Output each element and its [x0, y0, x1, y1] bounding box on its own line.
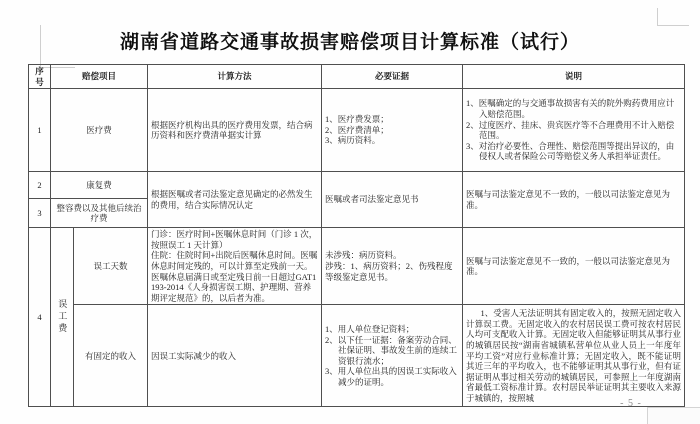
cell-notes [463, 89, 685, 172]
cell-item: 医疗费 [51, 89, 148, 172]
note-line: 2、过度医疗、挂床、贵宾医疗等不合理费用不计入赔偿范围。 [466, 119, 675, 141]
evidence-line: 3、用人单位出具的因误工实际收入减少的证明。 [325, 366, 457, 388]
cell-method: 根据医疗机构出具的医疗费用发票，结合病历资料和医疗费清单据实计算 [148, 89, 322, 172]
evidence-line: 未涉残：病历资料。 [325, 250, 402, 261]
cell-method-shared: 根据医嘱或者司法鉴定意见确定的必然发生的费用，结合实际情况认定 [148, 172, 322, 228]
table-row-rehab-fee [29, 172, 685, 199]
table-header-row [29, 65, 685, 89]
cell-notes: 医嘱与司法鉴定意见不一致的，一般以司法鉴定意见为准。 [463, 228, 685, 305]
cell-item: 整容费以及其他后续治疗费 [51, 199, 148, 228]
page-number: - 5 - [620, 398, 642, 409]
cell-subitem: 有固定的收入 [74, 305, 148, 407]
cell-serial: 3 [29, 199, 51, 228]
cell-item-vertical [51, 228, 74, 407]
cell-evidence [322, 89, 463, 172]
evidence-line: 2、以下任一证据：备案劳动合同、社保证明、事故发生前的连续工资银行流水； [325, 334, 458, 366]
table-row-medical-fee [29, 89, 685, 172]
method-line: 门诊：医疗时间+医嘱休息时间（门诊 1 次，按照误工 1 天计算） [151, 229, 318, 250]
evidence-line: 1、医疗费发票； [325, 114, 389, 125]
page-title: 湖南省道路交通事故损害赔偿项目计算标准（试行） [119, 32, 580, 53]
note-paragraph: 1、受害人无法证明其有固定收入的，按照无固定收入计算误工费。无固定收入的农村居民误工费可按农村居民人均可支配收入计算。无固定收入但能够证明其从事行业的城镇居民按“湖南省城镇私营单位从业人员上一年度年平均工资”对应行业标准计算；无固定收入，既不能证明其近三年的平均收入，也不能够证明其从事行业，但有证据证明从事过相关劳动的城镇居民，可参照上一年度湖南省最低工资标准计算。农村居民举证证明其主要收入来源于城镇的，按照城 [466, 308, 682, 403]
table-row-fixed-income [29, 305, 685, 407]
cell-serial: 1 [29, 89, 51, 172]
cell-evidence [322, 305, 463, 407]
cell-method: 因误工实际减少的收入 [148, 305, 322, 407]
cell-item: 康复费 [51, 172, 148, 199]
vertical-item-label: 误工费 [57, 299, 68, 336]
header-method: 计算方法 [148, 65, 322, 89]
note-line: 3、对治疗必要性、合理性、赔偿范围等提出异议的，由侵权人或者保险公司等赔偿义务人承担举证责任。 [466, 140, 675, 162]
evidence-line: 3、病历资料。 [325, 135, 381, 146]
header-notes: 说明 [463, 65, 685, 89]
cell-method [148, 228, 322, 305]
header-serial: 序号 [29, 65, 51, 89]
bottom-right-artifact-box [647, 407, 700, 424]
cell-subitem: 误工天数 [74, 228, 148, 305]
cell-evidence [322, 228, 463, 305]
note-line: 1、医嘱确定的与交通事故损害有关的院外购药费用应计入赔偿范围。 [466, 98, 675, 119]
margin-corner-mark-right [657, 8, 689, 26]
cell-serial: 4 [29, 228, 51, 407]
header-evidence: 必要证据 [322, 65, 463, 89]
cell-evidence-shared: 医嘱或者司法鉴定意见书 [322, 172, 463, 228]
method-line: 住院：住院时间+出院后医嘱休息时间。医嘱休息时间定残的，可以计算至定残前一天。医嘱休息届满日或至定残日前一日超过GAT1193-2014《人身损害误工期、护理期、营养期评定规范》的，以后者为准。 [151, 250, 318, 303]
cell-notes [463, 305, 685, 407]
cell-serial: 2 [29, 172, 51, 199]
compensation-standards-table [28, 64, 685, 407]
evidence-line: 涉残：1、病历资料；2、伤残程度等级鉴定意见书。 [325, 260, 453, 282]
table-row-lost-work-days [29, 228, 685, 305]
evidence-line: 2、医疗费清单； [325, 124, 389, 135]
evidence-line: 1、用人单位登记资料； [325, 324, 415, 335]
cell-notes-shared: 医嘱与司法鉴定意见不一致的，一般以司法鉴定意见为准。 [463, 172, 685, 228]
header-item: 赔偿项目 [51, 65, 148, 89]
